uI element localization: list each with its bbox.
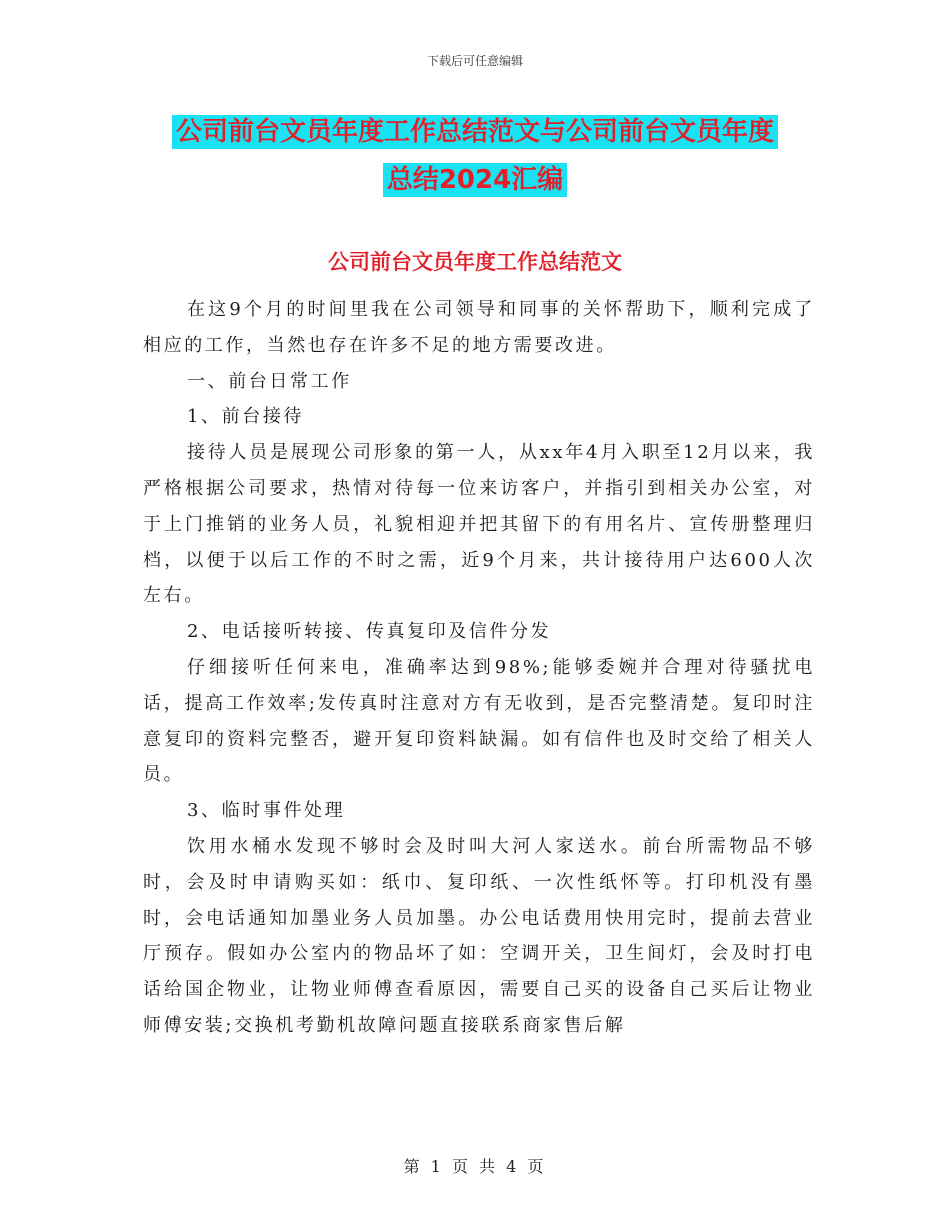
document-title xyxy=(100,108,850,204)
paragraph: 饮用水桶水发现不够时会及时叫大河人家送水。前台所需物品不够时，会及时申请购买如：纸巾、复印纸、一次性纸怀等。打印机没有墨时，会电话通知加墨业务人员加墨。办公电话费用快用完时，提前去营业厅预存。假如办公室内的物品坏了如：空调开关，卫生间灯，会及时打电话给国企物业，让物业师傅查看原因，需要自己买的设备自己买后让物业师傅安装;交换机考勤机故障问题直接联系商家售后解 xyxy=(143,835,815,1036)
paragraph: 1、前台接待 xyxy=(187,406,305,428)
paragraph: 接待人员是展现公司形象的第一人，从xx年4月入职至12月以来，我严格根据公司要求，热情对待每一位来访客户，并指引到相关办公室，对于上门推销的业务人员，礼貌相迎并把其留下的有用名片、宣传册整理归档，以便于以后工作的不时之需，近9个月来，共计接待用户达600人次左右。 xyxy=(143,442,815,607)
paragraph: 一、前台日常工作 xyxy=(187,370,352,392)
paragraph: 在这9个月的时间里我在公司领导和同事的关怀帮助下，顺利完成了相应的工作，当然也存在许多不足的地方需要改进。 xyxy=(143,299,815,356)
document-title-line-1 xyxy=(100,108,850,156)
section-title: 公司前台文员年度工作总结范文 xyxy=(328,250,622,274)
title-highlight: 公司前台文员年度工作总结范文与公司前台文员年度 xyxy=(172,115,778,149)
paragraph: 2、电话接听转接、传真复印及信件分发 xyxy=(187,621,552,643)
document-title-line-2 xyxy=(100,156,850,204)
document-body xyxy=(143,292,815,1044)
paragraph: 3、临时事件处理 xyxy=(187,800,346,822)
header-note: 下载后可任意编辑 xyxy=(426,54,523,68)
title-highlight: 总结2024汇编 xyxy=(383,163,567,197)
paragraph: 仔细接听任何来电，准确率达到98%;能够委婉并合理对待骚扰电话，提高工作效率;发传真时注意对方有无收到，是否完整清楚。复印时注意复印的资料完整否，避开复印资料缺漏。如有信件也及时交给了相关人员。 xyxy=(143,656,815,786)
page-footer: 第 1 页 共 4 页 xyxy=(403,1157,547,1176)
